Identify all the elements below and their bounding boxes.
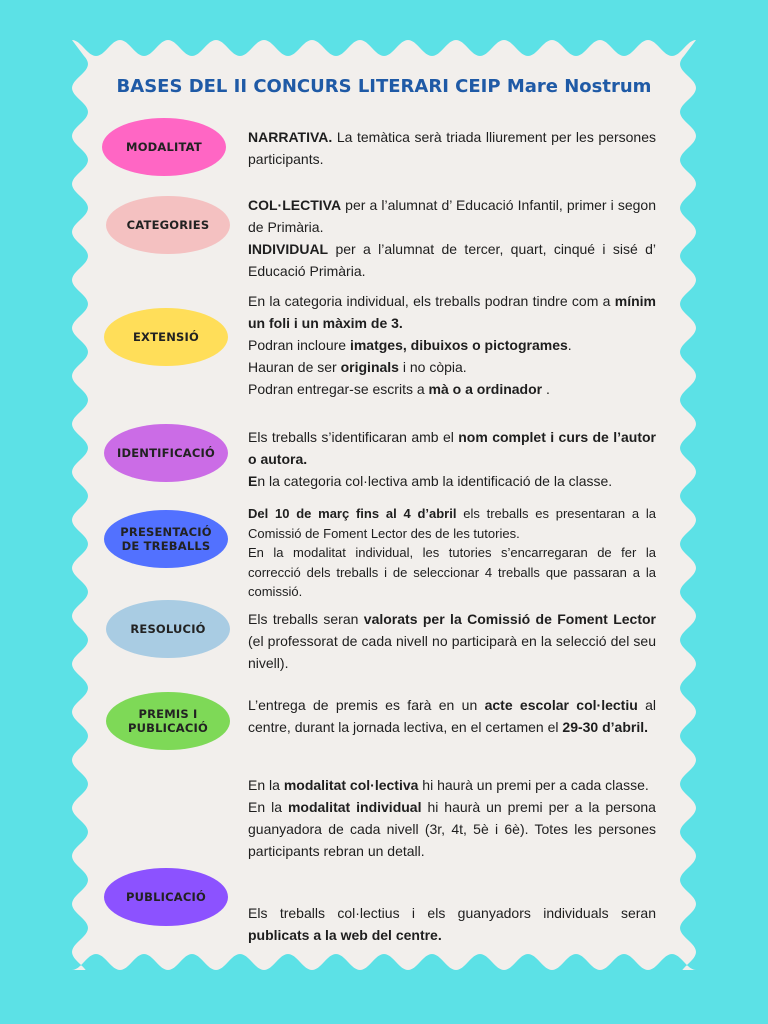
bold-text: nom complet i curs de l’autor o autora. (248, 429, 656, 467)
text: n la categoria col·lectiva amb la identificació de la classe. (257, 473, 613, 489)
text: L’entrega de premis es farà en un (248, 697, 485, 713)
paragraph (248, 608, 656, 674)
bold-text: acte escolar col·lectiu (484, 697, 638, 713)
paragraph (248, 356, 656, 378)
paragraph (248, 504, 656, 543)
text: . (542, 381, 550, 397)
text-premis-detall (248, 774, 656, 862)
paragraph (248, 334, 656, 356)
bold-text: modalitat individual (287, 799, 422, 815)
text: Els treballs col·lectius i els guanyadors individuals seran (248, 905, 656, 921)
paragraph (248, 426, 656, 470)
text: Els treballs seran (248, 611, 364, 627)
text-categories (248, 194, 656, 282)
text: En la (248, 777, 284, 793)
paragraph (248, 470, 656, 492)
paragraph (248, 774, 656, 796)
label-premis: PREMIS I PUBLICACIÓ (106, 692, 230, 750)
text: hi haurà un premi per a cada classe. (418, 777, 649, 793)
text: (el professorat de cada nivell no participarà en la selecció del seu nivell). (248, 633, 656, 671)
text-modalitat (248, 126, 656, 170)
bold-text: originals (340, 359, 399, 375)
bold-text: imatges, dibuixos o pictogrames (349, 337, 568, 353)
text: hi haurà un premi per a la persona guanyadora de cada nivell (3r, 4t, 5è i 6è). Totes les persones participants rebran un detall. (248, 799, 656, 859)
bold-text: mà o a ordinador (428, 381, 543, 397)
bold-text: NARRATIVA. (248, 129, 333, 145)
label-modalitat: MODALITAT (102, 118, 226, 176)
text: La temàtica serà triada lliurement per les persones participants. (248, 129, 656, 167)
label-extensio: EXTENSIÓ (104, 308, 228, 366)
text-resolucio (248, 608, 656, 674)
bold-text: publicats a la web del centre. (248, 927, 442, 943)
text: al centre, durant la jornada lectiva, en el certamen el (248, 697, 656, 735)
bold-text: E (248, 473, 258, 489)
label-categories: CATEGORIES (106, 196, 230, 254)
bold-text: INDIVIDUAL (248, 241, 329, 257)
text-extensio (248, 290, 656, 400)
text: Els treballs s’identificaran amb el (248, 429, 459, 445)
paragraph (248, 238, 656, 282)
text-publicacio (248, 902, 656, 946)
text: En la categoria individual, els treballs podran tindre com a (248, 293, 615, 309)
text: Podran incloure (248, 337, 350, 353)
label-publicacio: PUBLICACIÓ (104, 868, 228, 926)
label-presentacio: PRESENTACIÓ DE TREBALLS (104, 510, 228, 568)
text: En la modalitat individual, les tutories s’encarregaran de fer la correcció dels treballs i de seleccionar 4 treballs que passaran a la comissió. (248, 545, 656, 599)
paragraph (248, 290, 656, 334)
text: Podran entregar-se escrits a (248, 381, 429, 397)
paragraph (248, 194, 656, 238)
bold-text: modalitat col·lectiva (283, 777, 419, 793)
paragraph (248, 126, 656, 170)
text: Hauran de ser (248, 359, 341, 375)
text: els treballs es presentaran a la Comissió de Foment Lector des de les tutories. (248, 506, 656, 541)
bold-text: 29-30 d’abril. (562, 719, 648, 735)
page-title: BASES DEL II CONCURS LITERARI CEIP Mare Nostrum (116, 76, 652, 97)
text-presentacio (248, 504, 656, 602)
paragraph (248, 543, 656, 602)
paragraph (248, 902, 656, 946)
bold-text: valorats per la Comissió de Foment Lector (363, 611, 656, 627)
text: per a l’alumnat de tercer, quart, cinqué i sisé d’ Educació Primària. (248, 241, 656, 279)
text: En la (248, 799, 288, 815)
text-premis (248, 694, 656, 738)
bold-text: mínim un foli i un màxim de 3. (248, 293, 656, 331)
paragraph (248, 694, 656, 738)
paragraph (248, 378, 656, 400)
bold-text: COL·LECTIVA (248, 197, 342, 213)
label-resolucio: RESOLUCIÓ (106, 600, 230, 658)
text: per a l’alumnat d’ Educació Infantil, primer i segon de Primària. (248, 197, 656, 235)
paragraph (248, 796, 656, 862)
text: . (567, 337, 572, 353)
text: i no còpia. (398, 359, 467, 375)
text-identificacio (248, 426, 656, 492)
bold-text: Del 10 de març fins al 4 d’abril (248, 506, 457, 521)
label-identificacio: IDENTIFICACIÓ (104, 424, 228, 482)
